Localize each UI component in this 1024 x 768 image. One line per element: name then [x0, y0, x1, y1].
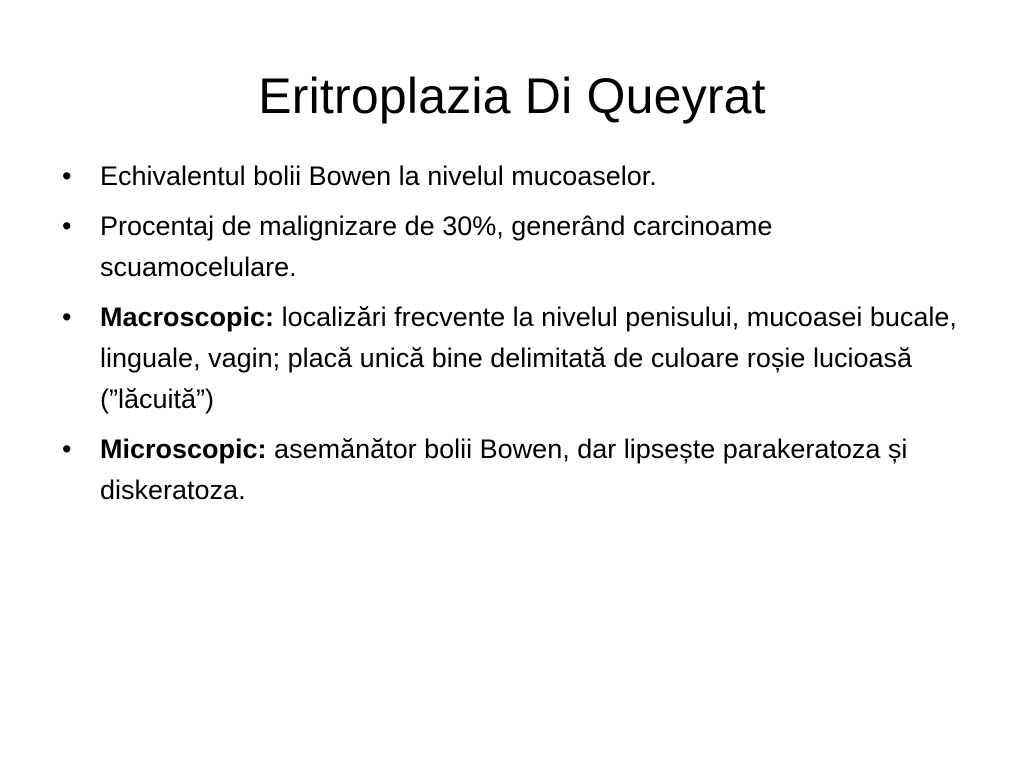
bullet-dot-icon: • — [62, 211, 72, 241]
bullet-text: localizări frecvente la nivelul penisului, mucoasei bucale, linguale, vagin; placă unică bine delimitată de culoare roșie lucioasă (”lăcuită”) — [100, 302, 957, 414]
bullet-item-2 — [62, 206, 962, 288]
bullet-text: asemănător bolii Bowen, dar lipsește parakeratoza și diskeratoza. — [100, 434, 908, 505]
slide-title: Eritroplazia Di Queyrat — [258, 68, 766, 124]
bullet-lead-microscopic: Microscopic: — [100, 434, 267, 464]
bullet-text: Procentaj de malignizare de 30%, generând carcinoame scuamocelulare. — [100, 211, 773, 282]
bullet-dot-icon: • — [62, 434, 72, 464]
bullet-item-4 — [62, 429, 962, 511]
bullet-list — [62, 156, 962, 520]
bullet-item-1 — [62, 156, 962, 197]
bullet-dot-icon: • — [62, 302, 72, 332]
bullet-text: Echivalentul bolii Bowen la nivelul mucoaselor. — [100, 161, 657, 191]
bullet-lead-macroscopic: Macroscopic: — [100, 302, 275, 332]
bullet-dot-icon: • — [62, 161, 72, 191]
bullet-item-3 — [62, 297, 962, 420]
